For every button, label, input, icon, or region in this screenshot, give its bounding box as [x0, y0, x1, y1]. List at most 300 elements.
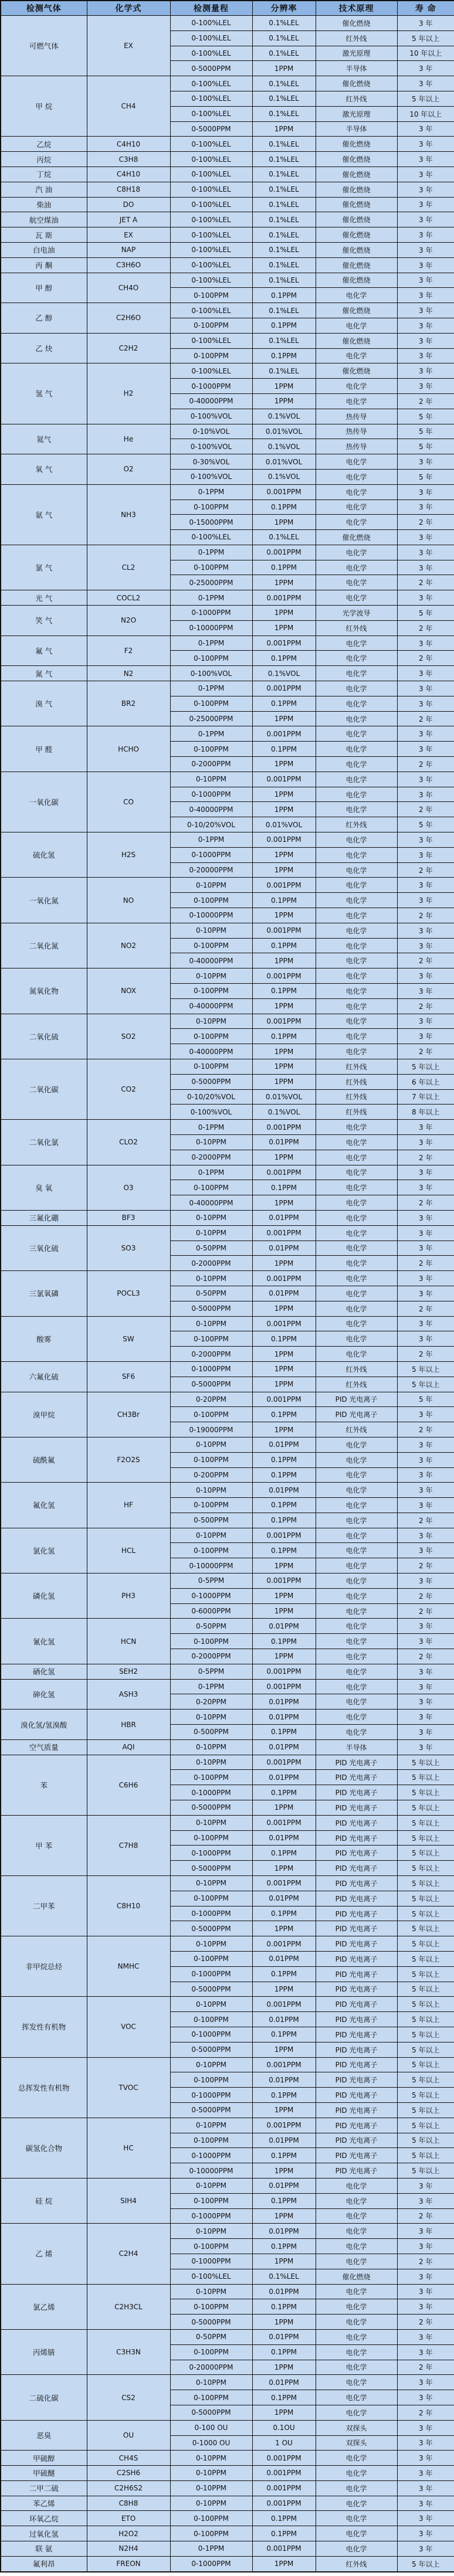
life-cell: 3 年	[397, 2299, 454, 2315]
resolution-cell: 1 OU	[252, 2435, 316, 2451]
life-cell: 5 年	[397, 439, 454, 454]
range-cell: 0-100PPM	[170, 1498, 252, 1513]
life-cell: 3 年	[397, 16, 454, 31]
range-cell: 0-5000PPM	[170, 2405, 252, 2420]
life-cell: 3 年	[397, 2239, 454, 2254]
principle-cell: 电化学	[316, 1165, 397, 1180]
principle-cell: 电化学	[316, 1210, 397, 1225]
range-cell: 0-10PPM	[170, 2375, 252, 2390]
life-cell: 2 年	[397, 1256, 454, 1271]
gas-name-cell: 氟利昂	[1, 2556, 87, 2571]
table-row	[1, 1876, 454, 1891]
range-cell: 0-100PPM	[170, 2390, 252, 2405]
life-cell: 5 年以上	[397, 1815, 454, 1830]
life-cell: 3 年	[397, 1331, 454, 1347]
gas-name-cell: 苯	[1, 1755, 87, 1815]
principle-cell: 激光原理	[316, 46, 397, 61]
range-cell: 0-40000PPM	[170, 953, 252, 968]
formula-cell: TVOC	[87, 2057, 170, 2118]
table-row	[1, 1997, 454, 2012]
life-cell: 2 年	[397, 651, 454, 666]
principle-cell: 电化学	[316, 787, 397, 802]
principle-cell: 电化学	[316, 1452, 397, 1467]
life-cell: 5 年以上	[397, 2556, 454, 2571]
gas-name-cell: 硫化氢	[1, 832, 87, 878]
principle-cell: PID 光电离子	[316, 1936, 397, 1952]
range-cell: 0-1000 OU	[170, 2435, 252, 2451]
range-cell: 0-25000PPM	[170, 575, 252, 590]
range-cell: 0-100PPM	[170, 1452, 252, 1467]
gas-name-cell: 氨 气	[1, 484, 87, 545]
life-cell: 3 年	[397, 878, 454, 893]
resolution-cell: 0.001PPM	[252, 1679, 316, 1694]
life-cell: 2 年	[397, 757, 454, 772]
resolution-cell: 0.001PPM	[252, 1014, 316, 1029]
resolution-cell: 0.001PPM	[252, 1392, 316, 1407]
principle-cell: 电化学	[316, 2466, 397, 2481]
principle-cell: 电化学	[316, 847, 397, 862]
gas-name-cell: 白电油	[1, 242, 87, 257]
gas-name-cell: 甲 苯	[1, 1815, 87, 1875]
formula-cell: C3H3N	[87, 2329, 170, 2374]
table-row	[1, 303, 454, 318]
principle-cell: 电化学	[316, 2451, 397, 2466]
resolution-cell: 0.1%LEL	[252, 76, 316, 91]
principle-cell: 电化学	[316, 908, 397, 923]
principle-cell: 电化学	[316, 454, 397, 470]
table-row	[1, 1165, 454, 1180]
life-cell: 3 年	[397, 1694, 454, 1710]
life-cell: 5 年以上	[397, 1952, 454, 1967]
table-row	[1, 878, 454, 893]
formula-cell: SF6	[87, 1361, 170, 1392]
gas-name-cell: 氦气	[1, 424, 87, 454]
resolution-cell: 1PPM	[252, 2360, 316, 2375]
principle-cell: 电化学	[316, 878, 397, 893]
principle-cell: PID 光电离子	[316, 1861, 397, 1876]
table-row	[1, 1739, 454, 1755]
range-cell: 0-10000PPM	[170, 1558, 252, 1574]
range-cell: 0-100PPM	[170, 1952, 252, 1967]
gas-name-cell: 甲硫醇	[1, 2451, 87, 2466]
resolution-cell: 0.01%VOL	[252, 424, 316, 439]
life-cell: 3 年	[397, 545, 454, 560]
range-cell: 0-100PPM	[170, 499, 252, 515]
principle-cell: 电化学	[316, 711, 397, 726]
range-cell: 0-10PPM	[170, 1134, 252, 1150]
principle-cell: 电化学	[316, 1603, 397, 1619]
principle-cell: PID 光电离子	[316, 1407, 397, 1422]
gas-name-cell: 二氧化硫	[1, 1014, 87, 1059]
resolution-cell: 1PPM	[252, 1361, 316, 1377]
resolution-cell: 0.001PPM	[252, 1997, 316, 2012]
principle-cell: 电化学	[316, 832, 397, 848]
resolution-cell: 0.1PPM	[252, 2148, 316, 2163]
resolution-cell: 0.001PPM	[252, 590, 316, 606]
formula-cell: C4H10	[87, 166, 170, 182]
range-cell: 0-100%LEL	[170, 333, 252, 348]
range-cell: 0-1PPM	[170, 832, 252, 848]
range-cell: 0-10PPM	[170, 1437, 252, 1452]
life-cell: 3 年	[397, 363, 454, 379]
life-cell: 5 年以上	[397, 1921, 454, 1936]
gas-name-cell: 氟 气	[1, 635, 87, 666]
life-cell: 2 年	[397, 1347, 454, 1362]
resolution-cell: 0.001PPM	[252, 1528, 316, 1543]
formula-cell: O3	[87, 1165, 170, 1210]
principle-cell: 电化学	[316, 1694, 397, 1710]
life-cell: 2 年	[397, 2254, 454, 2269]
gas-name-cell: 光 气	[1, 590, 87, 606]
range-cell: 0-10PPM	[170, 772, 252, 787]
resolution-cell: 0.001PPM	[252, 2541, 316, 2557]
resolution-cell: 1PPM	[252, 1347, 316, 1362]
principle-cell: PID 光电离子	[316, 1785, 397, 1800]
principle-cell: 电化学	[316, 1150, 397, 1165]
resolution-cell: 0.1%LEL	[252, 46, 316, 61]
life-cell: 2 年	[397, 1195, 454, 1211]
formula-cell: N2H4	[87, 2541, 170, 2557]
resolution-cell: 0.1%LEL	[252, 242, 316, 257]
formula-cell: SO3	[87, 1225, 170, 1270]
gas-name-cell: 二氧化碳	[1, 1059, 87, 1119]
life-cell: 3 年	[397, 1634, 454, 1649]
resolution-cell: 0.1PPM	[252, 2239, 316, 2254]
table-row	[1, 1483, 454, 1498]
formula-cell: EX	[87, 16, 170, 76]
range-cell: 0-100%LEL	[170, 273, 252, 288]
range-cell: 0-100%LEL	[170, 227, 252, 243]
life-cell: 3 年	[397, 2193, 454, 2208]
range-cell: 0-500PPM	[170, 1513, 252, 1528]
range-cell: 0-5000PPM	[170, 1074, 252, 1089]
gas-name-cell: 磷化氢	[1, 1574, 87, 1619]
principle-cell: 电化学	[316, 348, 397, 363]
table-row	[1, 2451, 454, 2466]
resolution-cell: 0.1PPM	[252, 1846, 316, 1861]
header-row	[1, 1, 454, 16]
resolution-cell: 0.1PPM	[252, 1785, 316, 1800]
resolution-cell: 0.01PPM	[252, 2012, 316, 2027]
life-cell: 3 年	[397, 2390, 454, 2405]
principle-cell: 电化学	[316, 1574, 397, 1589]
principle-cell: PID 光电离子	[316, 2088, 397, 2103]
life-cell: 5 年	[397, 817, 454, 832]
life-cell: 3 年	[397, 1241, 454, 1256]
resolution-cell: 0.1PPM	[252, 1498, 316, 1513]
range-cell: 0-1PPM	[170, 484, 252, 499]
principle-cell: 电化学	[316, 2284, 397, 2299]
resolution-cell: 0.001PPM	[252, 2480, 316, 2496]
resolution-cell: 1PPM	[252, 2556, 316, 2571]
life-cell: 3 年	[397, 726, 454, 742]
formula-cell: C8H8	[87, 2496, 170, 2511]
table-row	[1, 1210, 454, 1225]
table-row	[1, 212, 454, 227]
resolution-cell: 0.01%VOL	[252, 454, 316, 470]
resolution-cell: 0.01PPM	[252, 1710, 316, 1725]
life-cell: 3 年	[397, 137, 454, 152]
principle-cell: 电化学	[316, 1528, 397, 1543]
range-cell: 0-100%LEL	[170, 363, 252, 379]
principle-cell: 催化燃烧	[316, 333, 397, 348]
range-cell: 0-6000PPM	[170, 1603, 252, 1619]
principle-cell: 电化学	[316, 1558, 397, 1574]
life-cell: 2 年	[397, 862, 454, 878]
resolution-cell: 0.001PPM	[252, 545, 316, 560]
range-cell: 0-10PPM	[170, 1528, 252, 1543]
principle-cell: 电化学	[316, 1241, 397, 1256]
principle-cell: 电化学	[316, 1271, 397, 1286]
life-cell: 5 年	[397, 1392, 454, 1407]
principle-cell: 电化学	[316, 484, 397, 499]
principle-cell: 电化学	[316, 2511, 397, 2526]
principle-cell: 电化学	[316, 1301, 397, 1316]
life-cell: 2 年	[397, 953, 454, 968]
formula-cell: HCHO	[87, 726, 170, 772]
principle-cell: 红外线	[316, 1059, 397, 1074]
principle-cell: 电化学	[316, 1256, 397, 1271]
range-cell: 0-5000PPM	[170, 61, 252, 76]
principle-cell: 催化燃烧	[316, 2269, 397, 2284]
life-cell: 5 年以上	[397, 2118, 454, 2133]
principle-cell: 电化学	[316, 393, 397, 409]
principle-cell: 电化学	[316, 2480, 397, 2496]
range-cell: 0-1PPM	[170, 545, 252, 560]
resolution-cell: 0.1%LEL	[252, 91, 316, 106]
resolution-cell: 0.001PPM	[252, 635, 316, 651]
range-cell: 0-10PPM	[170, 1876, 252, 1891]
life-cell: 3 年	[397, 379, 454, 394]
range-cell: 0-10PPM	[170, 2057, 252, 2072]
principle-cell: 电化学	[316, 1331, 397, 1347]
range-cell: 0-100PPM	[170, 1029, 252, 1044]
life-cell: 3 年	[397, 1271, 454, 1286]
life-cell: 3 年	[397, 923, 454, 938]
life-cell: 5 年以上	[397, 1800, 454, 1816]
table-row	[1, 76, 454, 91]
column-header-3: 分辨率	[252, 1, 316, 16]
resolution-cell: 1PPM	[252, 1588, 316, 1603]
principle-cell: 催化燃烧	[316, 197, 397, 212]
range-cell: 0-10PPM	[170, 968, 252, 984]
life-cell: 2 年	[397, 1649, 454, 1664]
range-cell: 0-5PPM	[170, 1574, 252, 1589]
gas-name-cell: 甲 醛	[1, 726, 87, 772]
table-row	[1, 726, 454, 742]
range-cell: 0-40000PPM	[170, 393, 252, 409]
life-cell: 5 年以上	[397, 2042, 454, 2057]
principle-cell: 电化学	[316, 1664, 397, 1679]
resolution-cell: 1PPM	[252, 998, 316, 1014]
resolution-cell: 0.01PPM	[252, 1241, 316, 1256]
table-row	[1, 2329, 454, 2344]
life-cell: 3 年	[397, 61, 454, 76]
principle-cell: 电化学	[316, 696, 397, 711]
resolution-cell: 0.1%LEL	[252, 152, 316, 167]
range-cell: 0-1000PPM	[170, 1966, 252, 1982]
life-cell: 3 年	[397, 1452, 454, 1467]
resolution-cell: 0.001PPM	[252, 2496, 316, 2511]
range-cell: 0-100%LEL	[170, 197, 252, 212]
principle-cell: 电化学	[316, 1725, 397, 1740]
life-cell: 3 年	[397, 2496, 454, 2511]
range-cell: 0-2000PPM	[170, 1256, 252, 1271]
gas-name-cell: 酸雾	[1, 1316, 87, 1361]
resolution-cell: 0.1%LEL	[252, 212, 316, 227]
life-cell: 5 年以上	[397, 91, 454, 106]
resolution-cell: 0.1PPM	[252, 2511, 316, 2526]
range-cell: 0-10PPM	[170, 1936, 252, 1952]
range-cell: 0-100PPM	[170, 1770, 252, 1785]
resolution-cell: 0.1%LEL	[252, 30, 316, 46]
life-cell: 2 年	[397, 2315, 454, 2330]
life-cell: 3 年	[397, 530, 454, 545]
gas-name-cell: 三氧化硫	[1, 1225, 87, 1270]
principle-cell: 电化学	[316, 1619, 397, 1634]
formula-cell: C2H2	[87, 333, 170, 363]
table-row	[1, 2057, 454, 2072]
range-cell: 0-100%LEL	[170, 182, 252, 197]
range-cell: 0-1000PPM	[170, 2088, 252, 2103]
resolution-cell: 0.1%LEL	[252, 257, 316, 273]
life-cell: 5 年以上	[397, 1846, 454, 1861]
range-cell: 0-100PPM	[170, 2072, 252, 2088]
principle-cell: PID 光电离子	[316, 1770, 397, 1785]
principle-cell: 红外线	[316, 30, 397, 46]
principle-cell: 红外线	[316, 1074, 397, 1089]
table-row	[1, 1361, 454, 1377]
life-cell: 5 年以上	[397, 1997, 454, 2012]
life-cell: 3 年	[397, 772, 454, 787]
principle-cell: 电化学	[316, 968, 397, 984]
formula-cell: SEH2	[87, 1664, 170, 1679]
life-cell: 3 年	[397, 1014, 454, 1029]
principle-cell: 电化学	[316, 726, 397, 742]
table-row	[1, 2224, 454, 2239]
resolution-cell: 0.1PPM	[252, 348, 316, 363]
range-cell: 0-10000PPM	[170, 2163, 252, 2179]
life-cell: 2 年	[397, 802, 454, 817]
principle-cell: PID 光电离子	[316, 1815, 397, 1830]
principle-cell: 电化学	[316, 2178, 397, 2193]
range-cell: 0-100%LEL	[170, 137, 252, 152]
range-cell: 0-100PPM	[170, 1059, 252, 1074]
resolution-cell: 0.1%LEL	[252, 182, 316, 197]
resolution-cell: 0.001PPM	[252, 484, 316, 499]
formula-cell: VOC	[87, 1997, 170, 2057]
formula-cell: NO	[87, 878, 170, 923]
resolution-cell: 1PPM	[252, 515, 316, 530]
table-row	[1, 1528, 454, 1543]
principle-cell: 电化学	[316, 545, 397, 560]
principle-cell: 电化学	[316, 681, 397, 696]
table-row	[1, 257, 454, 273]
formula-cell: CO2	[87, 1059, 170, 1119]
principle-cell: 半导体	[316, 61, 397, 76]
life-cell: 3 年	[397, 1210, 454, 1225]
principle-cell: 电化学	[316, 2239, 397, 2254]
principle-cell: 红外线	[316, 1361, 397, 1377]
formula-cell: AQI	[87, 1739, 170, 1755]
gas-name-cell: 氰化氢	[1, 1619, 87, 1664]
principle-cell: 电化学	[316, 1044, 397, 1059]
principle-cell: 催化燃烧	[316, 242, 397, 257]
life-cell: 5 年以上	[397, 1861, 454, 1876]
life-cell: 3 年	[397, 1180, 454, 1195]
principle-cell: 电化学	[316, 1014, 397, 1029]
range-cell: 0-1000PPM	[170, 2027, 252, 2042]
resolution-cell: 1PPM	[252, 2042, 316, 2057]
life-cell: 5 年以上	[397, 1891, 454, 1906]
resolution-cell: 0.001PPM	[252, 1316, 316, 1331]
range-cell: 0-10%VOL	[170, 424, 252, 439]
life-cell: 2 年	[397, 1558, 454, 1574]
life-cell: 5 年以上	[397, 2133, 454, 2148]
column-header-1: 化学式	[87, 1, 170, 16]
resolution-cell: 0.1PPM	[252, 499, 316, 515]
resolution-cell: 0.1PPM	[252, 1543, 316, 1558]
life-cell: 2 年	[397, 2208, 454, 2224]
range-cell: 0-1PPM	[170, 635, 252, 651]
gas-name-cell: 氟化氢	[1, 1483, 87, 1528]
resolution-cell: 0.1%VOL	[252, 1105, 316, 1120]
table-row	[1, 545, 454, 560]
life-cell: 3 年	[397, 560, 454, 575]
gas-name-cell: 氯 气	[1, 545, 87, 590]
principle-cell: 催化燃烧	[316, 257, 397, 273]
gas-name-cell: 非甲烷总烃	[1, 1936, 87, 1997]
gas-name-cell: 臭 氧	[1, 1165, 87, 1210]
formula-cell: F2O2S	[87, 1437, 170, 1482]
principle-cell: 激光原理	[316, 106, 397, 121]
principle-cell: PID 光电离子	[316, 1891, 397, 1906]
table-row	[1, 923, 454, 938]
table-row	[1, 1059, 454, 1074]
table-body	[1, 16, 454, 2572]
principle-cell: 半导体	[316, 121, 397, 137]
table-header	[1, 1, 454, 16]
principle-cell: 电化学	[316, 1649, 397, 1664]
range-cell: 0-10PPM	[170, 1997, 252, 2012]
principle-cell: 电化学	[316, 2315, 397, 2330]
range-cell: 0-10/20%VOL	[170, 1089, 252, 1105]
life-cell: 5 年	[397, 409, 454, 424]
principle-cell: PID 光电离子	[316, 1800, 397, 1816]
gas-name-cell: 硒化氢	[1, 1664, 87, 1679]
life-cell: 3 年	[397, 152, 454, 167]
resolution-cell: 0.1PPM	[252, 1634, 316, 1649]
formula-cell: C2H4	[87, 2224, 170, 2284]
table-row	[1, 182, 454, 197]
principle-cell: 电化学	[316, 1225, 397, 1241]
principle-cell: 催化燃烧	[316, 363, 397, 379]
formula-cell: N2O	[87, 606, 170, 636]
table-row	[1, 424, 454, 439]
formula-cell: EX	[87, 227, 170, 243]
life-cell: 3 年	[397, 2541, 454, 2557]
table-row	[1, 1936, 454, 1952]
range-cell: 0-10PPM	[170, 2451, 252, 2466]
life-cell: 3 年	[397, 742, 454, 757]
resolution-cell: 1PPM	[252, 2208, 316, 2224]
gas-name-cell: 溴 气	[1, 681, 87, 726]
formula-cell: SW	[87, 1316, 170, 1361]
formula-cell: COCL2	[87, 590, 170, 606]
resolution-cell: 0.1PPM	[252, 2088, 316, 2103]
range-cell: 0-1PPM	[170, 1165, 252, 1180]
principle-cell: 电化学	[316, 666, 397, 681]
